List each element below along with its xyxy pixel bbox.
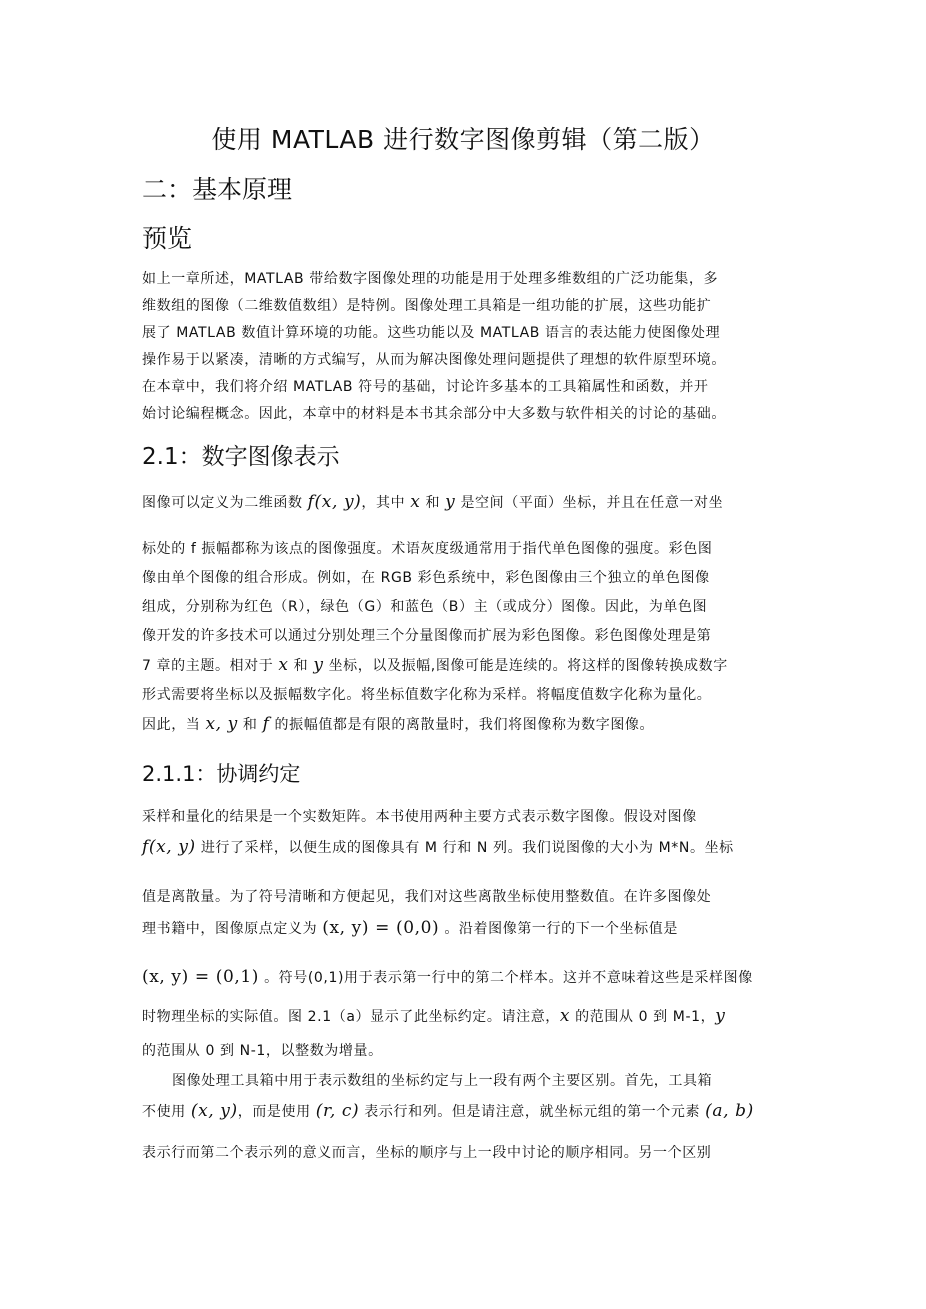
math-origin-eq: (x, y) = (0,0) <box>322 918 440 938</box>
preview-paragraph <box>142 266 786 428</box>
text-line: 操作易于以紧凑，清晰的方式编写，从而为解决图像处理问题提供了理想的软件原型环境。 <box>142 352 726 368</box>
math-y: y <box>313 655 324 675</box>
text-line: 组成，分别称为红色（R），绿色（G）和蓝色（B）主（或成分）图像。因此，为单色图 <box>142 599 708 615</box>
text-line: 采样和量化的结果是一个实数矩阵。本书使用两种主要方式表示数字图像。假设对图像 <box>142 809 697 825</box>
text-line: 像由单个图像的组合形成。例如，在 RGB 彩色系统中，彩色图像由三个独立的单色图像 <box>142 570 710 586</box>
section-heading-principles: 二：基本原理 <box>142 175 293 204</box>
section-2-1-1-paragraph-cont3 <box>142 1036 786 1127</box>
text-line: 时物理坐标的实际值。图 2.1（a）显示了此坐标约定。请注意，x 的范围从 0 到 M-1，y <box>142 1006 726 1026</box>
text-line: 展了 MATLAB 数值计算环境的功能。这些功能以及 MATLAB 语言的表达能力使图像处理 <box>142 325 721 341</box>
text-line: 像开发的许多技术可以通过分别处理三个分量图像而扩展为彩色图像。彩色图像处理是第 <box>142 628 712 644</box>
text-line: 值是离散量。为了符号清晰和方便起见，我们对这些离散坐标使用整数值。在许多图像处 <box>142 889 712 905</box>
math-xy: x, y <box>205 714 238 734</box>
text-line: 标处的 f 振幅都称为该点的图像强度。术语灰度级通常用于指代单色图像的强度。彩色图 <box>142 541 713 557</box>
text-line: 图像可以定义为二维函数 f(x, y)，其中 x 和 y 是空间（平面）坐标，并且在任意一对坐 <box>142 492 724 512</box>
text-line: 图像处理工具箱中用于表示数组的坐标约定与上一段有两个主要区别。首先，工具箱 <box>172 1073 713 1089</box>
section-2-1-paragraph <box>142 486 786 520</box>
math-fxy: f(x, y) <box>307 492 362 512</box>
text-line: 的范围从 0 到 N-1，以整数为增量。 <box>142 1043 383 1059</box>
text-line: 7 章的主题。相对于 x 和 y 坐标，以及振幅,图像可能是连续的。将这样的图像转换成数字 <box>142 655 728 675</box>
text-line: (x, y) = (0,1) 。符号(0,1)用于表示第一行中的第二个样本。这并不意味着这些是采样图像 <box>142 967 753 987</box>
document-title: 使用 MATLAB 进行数字图像剪辑（第二版） <box>211 125 715 154</box>
section-2-1-paragraph-cont <box>142 535 786 740</box>
text-line: 因此，当 x, y 和 f 的振幅值都是有限的离散量时，我们将图像称为数字图像。 <box>142 714 655 734</box>
section-2-1-1-paragraph-cont <box>142 882 786 945</box>
text-line: 始讨论编程概念。因此，本章中的材料是本书其余部分中大多数与软件相关的讨论的基础。 <box>142 406 726 422</box>
text-line: f(x, y) 进行了采样，以便生成的图像具有 M 行和 N 列。我们说图像的大小为 M*N。坐标 <box>142 837 734 857</box>
math-f: f <box>262 714 270 734</box>
section-2-1-1-paragraph-cont2 <box>142 958 786 1036</box>
section-2-1-1-paragraph-cont4 <box>142 1138 786 1168</box>
text-line: 在本章中，我们将介绍 MATLAB 符号的基础，讨论许多基本的工具箱属性和函数，并开 <box>142 379 709 395</box>
text-line: 表示行而第二个表示列的意义而言，坐标的顺序与上一段中讨论的顺序相同。另一个区别 <box>142 1145 712 1161</box>
math-rc: (r, c) <box>315 1101 360 1121</box>
math-ab: (a, b) <box>705 1101 754 1121</box>
math-y: y <box>715 1006 726 1026</box>
section-heading-2-1: 2.1：数字图像表示 <box>142 444 340 470</box>
math-x: x <box>410 492 421 512</box>
math-xy: (x, y) <box>190 1101 238 1121</box>
text-line: 理书籍中，图像原点定义为 (x, y) = (0,0) 。沿着图像第一行的下一个坐标值是 <box>142 918 678 938</box>
math-x: x <box>278 655 289 675</box>
text-line: 不使用 (x, y)，而是使用 (r, c) 表示行和列。但是请注意，就坐标元组的第一个元素 (a, b) <box>142 1101 754 1121</box>
math-y: y <box>445 492 456 512</box>
text-line: 形式需要将坐标以及振幅数字化。将坐标值数字化称为采样。将幅度值数字化称为量化。 <box>142 687 712 703</box>
text-line: 如上一章所述，MATLAB 带给数字图像处理的功能是用于处理多维数组的广泛功能集，多 <box>142 271 719 287</box>
text-line: 维数组的图像（二维数值数组）是特例。图像处理工具箱是一组功能的扩展，这些功能扩 <box>142 298 712 314</box>
math-next-eq: (x, y) = (0,1) <box>142 967 260 987</box>
section-heading-preview: 预览 <box>142 224 193 253</box>
section-heading-2-1-1: 2.1.1：协调约定 <box>142 762 301 786</box>
math-fxy: f(x, y) <box>142 837 196 857</box>
math-x: x <box>559 1006 571 1026</box>
section-2-1-1-paragraph <box>142 802 786 863</box>
